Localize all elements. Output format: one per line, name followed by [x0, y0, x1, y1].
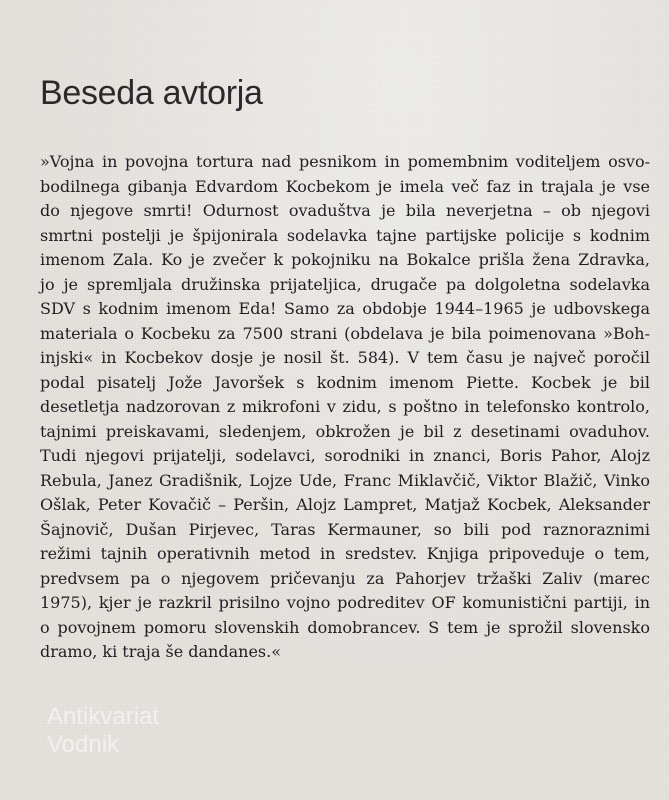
text-line: 1975), kjer je razkril prisilno vojno podreditev OF komunistični partiji, in	[40, 593, 650, 612]
text-line: bodilnega gibanja Edvardom Kocbekom je imela več faz in trajala je vse	[40, 176, 650, 196]
text-line: o povojnem pomoru slovenskih domobrancev. S tem je sprožil slovensko	[40, 617, 650, 637]
text-line: Rebula, Janez Gradišnik, Lojze Ude, Franc Miklavčič, Viktor Blažič, Vinko	[40, 470, 650, 490]
text-line: materiala o Kocbeku za 7500 strani (obdelava je bila poimenovana »Boh-	[40, 323, 650, 343]
text-line: jo je spremljala družinska prijateljica, drugače pa dolgoletna sodelavka	[40, 274, 650, 294]
section-heading: Beseda avtorja	[40, 74, 263, 112]
text-line: Ošlak, Peter Kovačič – Peršin, Alojz Lampret, Matjaž Kocbek, Aleksander	[40, 495, 650, 514]
text-line: Šajnovič, Dušan Pirjevec, Taras Kermauner, so bili pod raznoraznimi	[40, 519, 650, 539]
text-line: predvsem pa o njegovem pričevanju za Pahorjev tržaški Zaliv (marec	[40, 568, 650, 588]
text-line: Tudi njegovi prijatelji, sodelavci, sorodniki in znanci, Boris Pahor, Alojz	[40, 446, 650, 465]
watermark-line: Antikvariat	[47, 703, 160, 730]
text-line: režimi tajnih operativnih metod in sredstev. Knjiga pripoveduje o tem,	[40, 544, 650, 563]
text-line: tajnimi preiskavami, sledenjem, obkrožen je bil z desetinami ovaduhov.	[40, 421, 650, 441]
text-line: desetletja nadzorovan z mikrofoni v zidu, s poštno in telefonsko kontrolo,	[40, 397, 650, 416]
text-line: injski« in Kocbekov dosje je nosil št. 584). V tem času je največ poročil	[40, 348, 650, 367]
text-line: imenom Zala. Ko je zvečer k pokojniku na Bokalce prišla žena Zdravka,	[40, 250, 650, 269]
body-paragraph	[40, 150, 650, 665]
text-line: dramo, ki traja še dandanes.«	[40, 642, 281, 661]
text-line: SDV s kodnim imenom Eda! Samo za obdobje 1944–1965 je udbovskega	[40, 299, 650, 318]
text-line: »Vojna in povojna tortura nad pesnikom in pomembnim voditeljem osvo-	[40, 152, 650, 171]
text-line: smrtni postelji je špijonirala sodelavka tajne partijske policije s kodnim	[40, 225, 650, 245]
text-line: podal pisatelj Jože Javoršek s kodnim imenom Piette. Kocbek je bil	[40, 372, 650, 392]
text-line: do njegove smrti! Odurnost ovaduštva je bila neverjetna – ob njegovi	[40, 201, 650, 220]
watermark	[47, 703, 159, 759]
watermark-line: Vodnik	[47, 731, 120, 758]
